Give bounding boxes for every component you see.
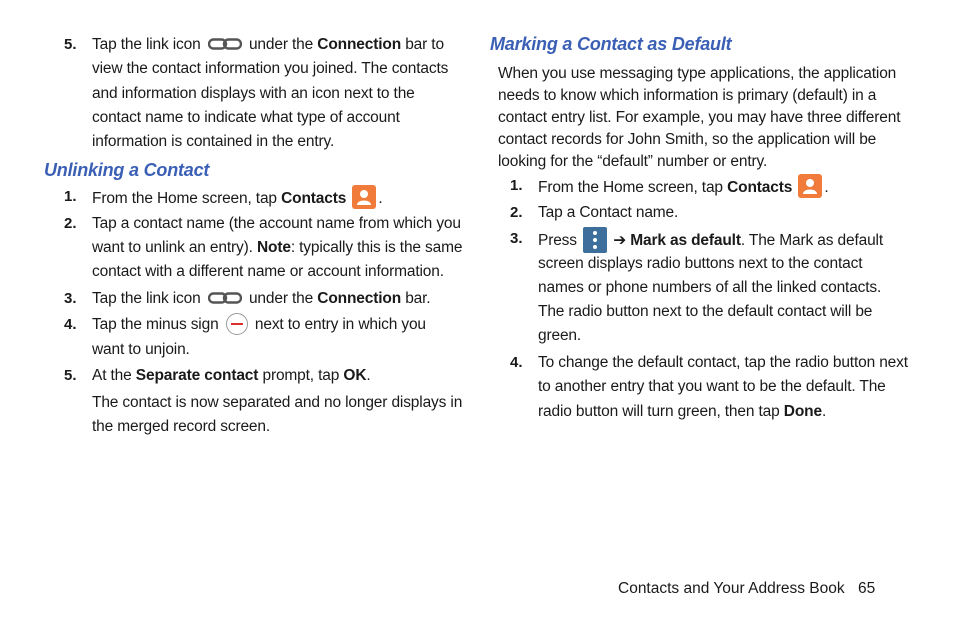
step-text: contact name to indicate what type of account: [92, 109, 400, 126]
step-text: Press ➔ Mark as default. The Mark as default: [538, 227, 883, 253]
arrow-icon: ➔: [613, 232, 627, 249]
step-text: and information displays with an icon next to the: [92, 85, 415, 102]
step-number: 5.: [64, 367, 77, 384]
step-text: At the Separate contact prompt, tap OK.: [92, 367, 371, 384]
step-text: information is contained in the entry.: [92, 133, 335, 150]
step-text: want to unlink an entry). Note: typically this is the same: [92, 239, 463, 256]
intro-line: When you use messaging type applications, the application: [498, 65, 897, 82]
step-text: Tap the link icon under the Connection bar.: [92, 290, 431, 307]
step-text: From the Home screen, tap Contacts .: [92, 185, 383, 211]
step-text: the merged record screen.: [92, 418, 271, 435]
step-text: Tap a contact name (the account name from which you: [92, 215, 461, 232]
step-text: to another entry that you want to be the default. The: [538, 378, 886, 395]
step-number: 2.: [64, 215, 77, 232]
link-icon: [208, 38, 242, 50]
step-text: Tap a Contact name.: [538, 204, 679, 221]
step-text: The contact is now separated and no longer displays in: [92, 394, 463, 411]
intro-line: needs to know which information is primary (default) in a: [498, 87, 877, 104]
step-text: contact with a different name or account information.: [92, 263, 444, 280]
step-number: 5.: [64, 36, 77, 53]
section-heading: Unlinking a Contact: [44, 160, 210, 180]
step-text: The radio button next to the default contact will be: [538, 303, 873, 320]
contacts-icon: [352, 185, 376, 209]
step-text: names or phone numbers of all the linked contacts.: [538, 279, 882, 296]
step-text: Tap the minus sign next to entry in which you: [92, 313, 426, 337]
footer-title: Contacts and Your Address Book: [618, 580, 845, 597]
intro-line: contact records for John Smith, so the application will be: [498, 131, 877, 148]
step-number: 3.: [510, 230, 523, 247]
step-text: view the contact information you joined. The contacts: [92, 60, 449, 77]
step-text: green.: [538, 327, 582, 344]
step-text: Tap the link icon under the Connection bar to: [92, 36, 444, 53]
step-number: 4.: [510, 354, 523, 371]
step-number: 3.: [64, 290, 77, 307]
step-text: want to unjoin.: [92, 341, 190, 358]
section-heading: Marking a Contact as Default: [490, 34, 732, 54]
intro-line: looking for the “default” number or entry.: [498, 153, 768, 170]
step-number: 4.: [64, 316, 77, 333]
intro-line: contact entry list. For example, you may have three different: [498, 109, 901, 126]
step-number: 1.: [64, 188, 77, 205]
minus-icon: [226, 313, 248, 335]
step-text: From the Home screen, tap Contacts .: [538, 174, 829, 200]
contacts-icon: [798, 174, 822, 198]
step-text: To change the default contact, tap the radio button next: [538, 354, 908, 371]
step-text: screen displays radio buttons next to the contact: [538, 255, 863, 272]
link-icon: [208, 292, 242, 304]
menu-icon: [583, 227, 607, 253]
step-number: 1.: [510, 177, 523, 194]
step-text: radio button will turn green, then tap Done.: [538, 403, 827, 420]
step-number: 2.: [510, 204, 523, 221]
page-number: 65: [858, 580, 876, 597]
